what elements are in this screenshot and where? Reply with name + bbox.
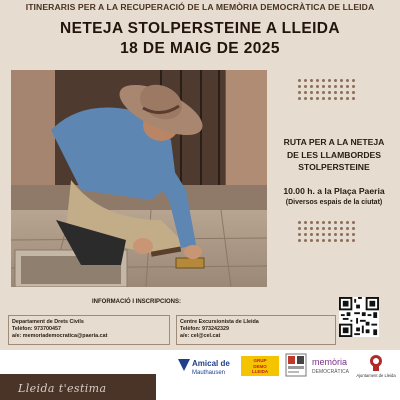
grup-demo-logo xyxy=(241,356,279,376)
event-title: NETEJA STOLPERSTEINE A LLEIDA xyxy=(59,20,340,37)
contact-b-name: Centre Excursionista de Lleida xyxy=(180,319,259,325)
memoria-democratica-logo xyxy=(312,355,352,377)
contact-a-name: Departament de Drets Civils xyxy=(12,319,84,325)
grup-line-3: LLEIDA xyxy=(251,369,269,374)
qr-code-icon[interactable] xyxy=(339,297,379,337)
route-line-2: DE LES LLAMBORDES xyxy=(286,149,382,160)
event-date: 18 DE MAIG DE 2025 xyxy=(120,40,280,57)
photo-illustration xyxy=(11,70,267,287)
contact-a-phone: Telèfon: 973700457 xyxy=(12,326,62,333)
ajuntament-label: Ajuntament de Lleida xyxy=(356,373,396,378)
contact-box-civil-rights xyxy=(8,315,170,345)
event-place: (Diversos espais de la ciutat) xyxy=(285,199,383,206)
route-description xyxy=(270,136,398,174)
contact-b-phone: Telèfon: 973242329 xyxy=(180,326,230,333)
route-line-1: RUTA PER A LA NETEJA xyxy=(283,137,385,147)
info-heading: INFORMACIÓ I INSCRIPCIONS: xyxy=(92,299,182,305)
contact-box-excursionist-centre xyxy=(176,315,336,345)
archive-logo xyxy=(285,353,307,377)
grup-line-2: DEMO xyxy=(253,363,267,369)
series-heading: ITINERARIS PER A LA RECUPERACIÓ DE LA MEMÒRIA DEMOCRÀTICA DE LLEIDA xyxy=(25,2,375,12)
contact-a-email[interactable]: a/e: memoriademocratica@paeria.cat xyxy=(12,333,108,340)
memoria-line-1: memòria xyxy=(312,357,348,367)
decorative-dots-bottom xyxy=(297,220,357,244)
event-photo xyxy=(11,70,267,287)
amical-line-1: Amical de xyxy=(192,359,230,368)
memoria-line-2: DEMOCRÀTICA xyxy=(312,369,349,375)
decorative-dots-top xyxy=(297,78,357,102)
amical-mauthausen-logo xyxy=(176,355,236,379)
amical-line-2: Mauthausen xyxy=(192,370,226,376)
ajuntament-lleida-logo xyxy=(356,353,396,379)
contact-b-email[interactable]: a/e: cel@cel.cat xyxy=(180,333,221,340)
event-time: 10.00 h. a la Plaça Paeria xyxy=(283,186,385,196)
route-line-3: STOLPERSTEINE xyxy=(298,162,370,172)
grup-line-1: GRUP xyxy=(253,358,267,363)
lleida-brand: Lleida t'estima xyxy=(18,382,107,395)
